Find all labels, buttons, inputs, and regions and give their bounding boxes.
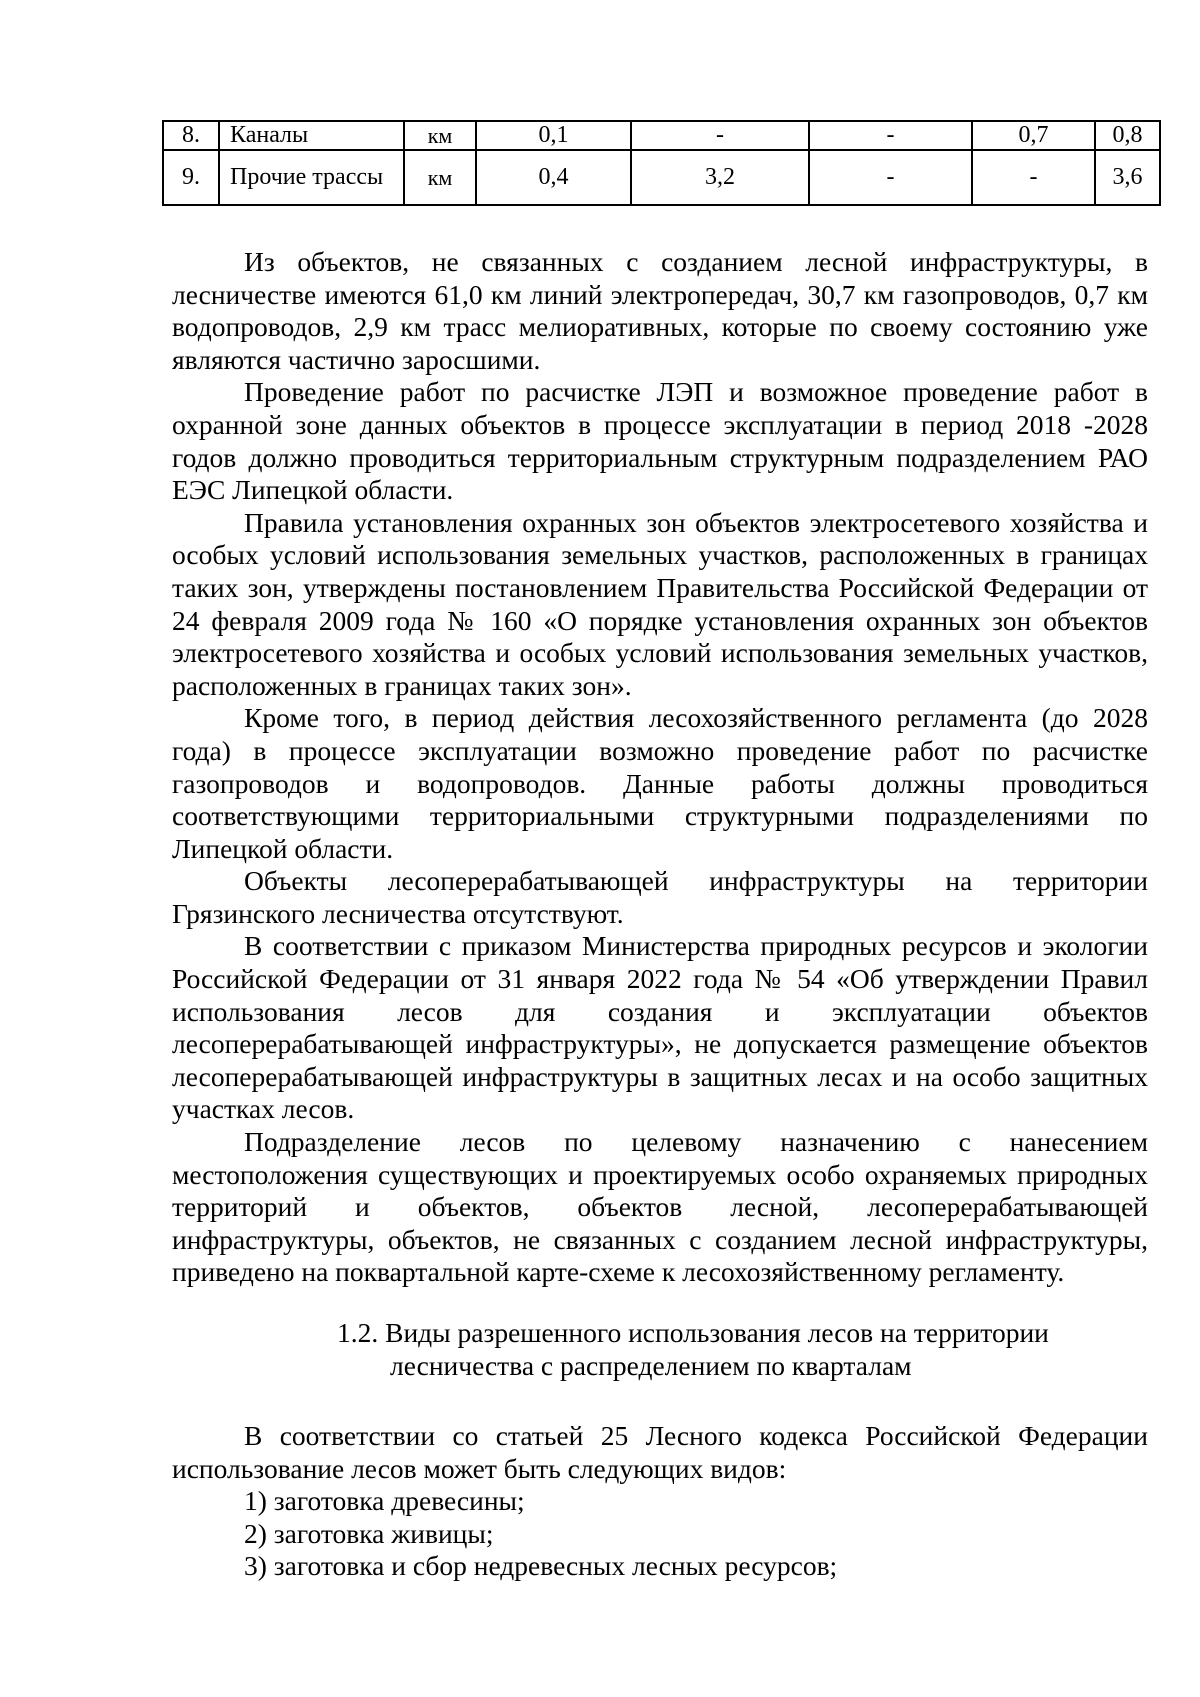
intro-paragraph: В соответствии со статьей 25 Лесного кодекса Российской Федерации использование лесов может быть следующих видов: — [172, 1420, 1148, 1484]
paragraph: Проведение работ по расчистке ЛЭП и возможное проведение работ в охранной зоне данных объектов в процессе эксплуатации в период 2018 -2028 годов должно проводиться территориальным структурным подразделением РАО ЕЭС Липецкой области. — [172, 376, 1148, 506]
row-value: 3,2 — [631, 150, 809, 205]
paragraph: Объекты лесоперерабатывающей инфраструктуры на территории Грязинского лесничества отсутствуют. — [172, 865, 1148, 929]
infrastructure-table — [162, 120, 1161, 206]
list-item: 1) заготовка древесины; — [244, 1485, 525, 1517]
row-unit: км — [404, 121, 476, 150]
list-item: 3) заготовка и сбор недревесных лесных ресурсов; — [244, 1550, 838, 1582]
paragraph: Подразделение лесов по целевому назначению с нанесением местоположения существующих и проектируемых особо охраняемых природных территорий и объектов, объектов лесной, лесоперерабатывающей инфраструктуры, объектов, не связанных с созданием лесной инфраструктуры, приведено на поквартальной карте-схеме к лесохозяйственному регламенту. — [172, 1126, 1148, 1288]
row-name: Прочие трассы — [219, 150, 404, 205]
usage-types — [172, 1420, 1148, 1583]
body-text — [172, 246, 1148, 1289]
list-item: 2) заготовка живицы; — [244, 1517, 494, 1549]
row-number: 8. — [163, 121, 219, 150]
row-value: - — [972, 150, 1095, 205]
section-heading-line: лесничества с распределением по кварталам — [390, 1350, 912, 1381]
paragraph: Кроме того, в период действия лесохозяйственного регламента (до 2028 года) в процессе эксплуатации возможно проведение работ по расчистке газопроводов и водопроводов. Данные работы должны проводиться соответствующими территориальными структурными подразделениями по Липецкой области. — [172, 702, 1148, 864]
row-total: 0,8 — [1095, 121, 1160, 150]
row-unit: км — [404, 150, 476, 205]
row-total: 3,6 — [1095, 150, 1160, 205]
table-row — [163, 150, 1160, 205]
paragraph: Правила установления охранных зон объектов электросетевого хозяйства и особых условий использования земельных участков, расположенных в границах таких зон, утверждены постановлением Правительства Российской Федерации от 24 февраля 2009 года № 160 «О порядке установления охранных зон объектов электросетевого хозяйства и особых условий использования земельных участков, расположенных в границах таких зон». — [172, 506, 1148, 701]
row-value: - — [809, 150, 972, 205]
row-name: Каналы — [219, 121, 404, 150]
row-value: 0,4 — [476, 150, 631, 205]
section-heading-line: 1.2. Виды разрешенного использования лесов на территории — [337, 1317, 1049, 1348]
paragraph: В соответствии с приказом Министерства природных ресурсов и экологии Российской Федерации от 31 января 2022 года № 54 «Об утверждении Правил использования лесов для создания и эксплуатации объектов лесоперерабатывающей инфраструктуры», не допускается размещение объектов лесоперерабатывающей инфраструктуры в защитных лесах и на особо защитных участках лесов. — [172, 930, 1148, 1125]
row-value: - — [809, 121, 972, 150]
section-heading — [172, 1316, 1148, 1382]
row-number: 9. — [163, 150, 219, 205]
row-value: 0,7 — [972, 121, 1095, 150]
paragraph: Из объектов, не связанных с созданием лесной инфраструктуры, в лесничестве имеются 61,0 км линий электропередач, 30,7 км газопроводов, 0,7 км водопроводов, 2,9 км трасс мелиоративных, которые по своему состоянию уже являются частично заросшими. — [172, 246, 1148, 375]
row-value: 0,1 — [476, 121, 631, 150]
table-row — [163, 121, 1160, 150]
row-value: - — [631, 121, 809, 150]
